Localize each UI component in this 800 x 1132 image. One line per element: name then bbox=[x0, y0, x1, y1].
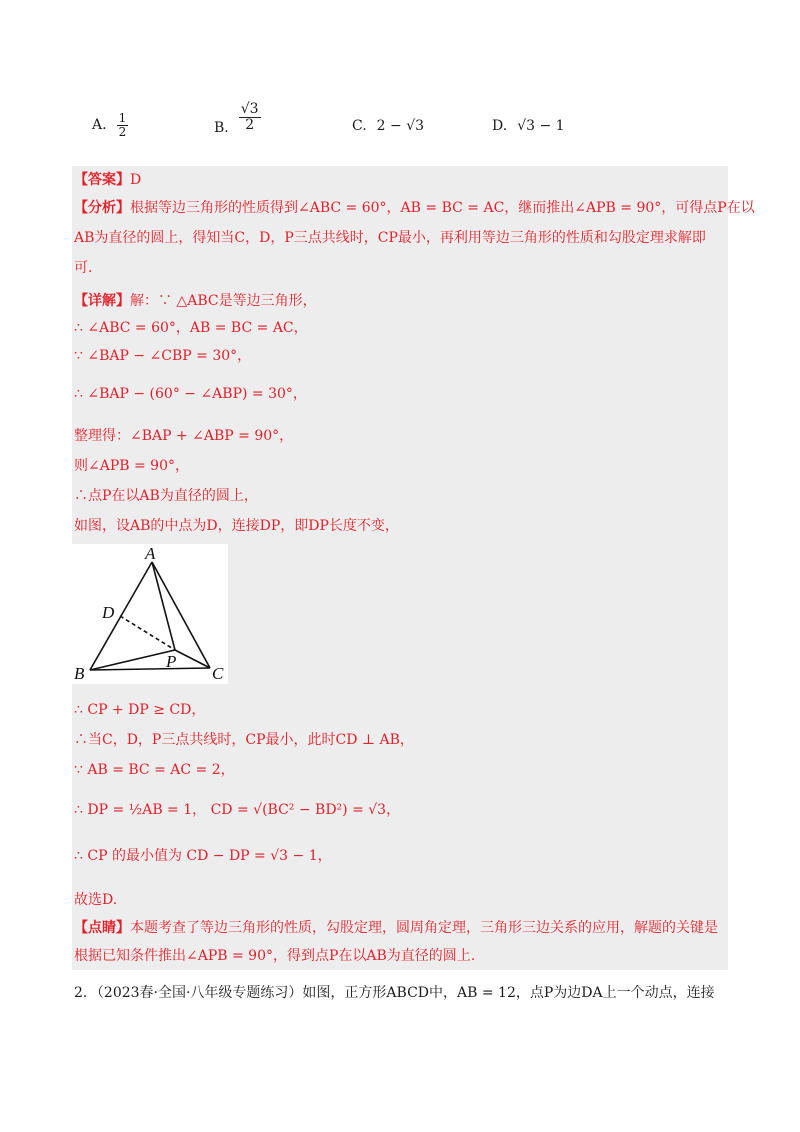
analysis-tag: 【分析】 bbox=[74, 200, 130, 216]
detail-tag: 【详解】 bbox=[74, 293, 130, 309]
option-a-numerator: 1 bbox=[118, 111, 127, 125]
option-c-label: C. bbox=[352, 118, 367, 134]
step-10: ∵ AB = BC = AC = 2， bbox=[74, 762, 235, 778]
detail-intro-line bbox=[74, 291, 317, 311]
comment-tag: 【点睛】 bbox=[74, 920, 130, 936]
analysis-line-2: AB为直径的圆上，得知当C，D，P三点共线时，CP最小，再利用等边三角形的性质和勾股定理求解即 bbox=[74, 230, 706, 246]
option-a bbox=[92, 112, 128, 138]
answer-tag: 【答案】 bbox=[74, 172, 130, 188]
step-7: 如图，设AB的中点为D，连接DP，即DP长度不变， bbox=[74, 518, 399, 534]
step-3: ∴ ∠BAP − (60° − ∠ABP) = 30°， bbox=[74, 386, 307, 402]
vertex-label-a: A bbox=[145, 544, 156, 563]
point-label-p: P bbox=[166, 652, 177, 671]
step-13: 故选D. bbox=[74, 892, 118, 908]
step-5: 则∠APB = 90°， bbox=[74, 458, 189, 474]
step-8: ∴ CP + DP ≥ CD， bbox=[74, 702, 206, 718]
segment-ap bbox=[152, 562, 175, 650]
step-6: ∴点P在以AB为直径的圆上， bbox=[74, 488, 258, 504]
option-c-value: 2 − √3 bbox=[376, 118, 425, 134]
step-1: ∴ ∠ABC = 60°，AB = BC = AC， bbox=[74, 320, 308, 336]
option-b-label: B. bbox=[214, 120, 229, 136]
answer-value: D bbox=[130, 172, 142, 188]
option-d bbox=[492, 118, 565, 134]
analysis-text-1: 根据等边三角形的性质得到∠ABC = 60°，AB = BC = AC，继而推出∠APB = 90°，可得点P在以 bbox=[130, 200, 755, 216]
step-2: ∵ ∠BAP − ∠CBP = 30°， bbox=[74, 348, 252, 364]
comment-line-2: 根据已知条件推出∠APB = 90°，得到点P在以AB为直径的圆上. bbox=[74, 948, 476, 964]
analysis-line-1 bbox=[74, 198, 755, 218]
option-c bbox=[352, 118, 424, 134]
edge-ac bbox=[152, 562, 210, 668]
option-a-fraction bbox=[117, 112, 129, 138]
vertex-label-b: B bbox=[74, 664, 85, 683]
step-12: ∴ CP 的最小值为 CD − DP = √3 − 1， bbox=[74, 848, 332, 864]
option-d-value: √3 − 1 bbox=[517, 118, 565, 134]
option-b bbox=[214, 98, 261, 136]
comment-line-1 bbox=[74, 918, 718, 938]
detail-intro: 解：∵ △ABC是等边三角形， bbox=[130, 293, 317, 309]
comment-text-1: 本题考查了等边三角形的性质，勾股定理，圆周角定理，三角形三边关系的应用，解题的关键是 bbox=[130, 920, 718, 936]
step-9: ∴当C，D，P三点共线时，CP最小，此时CD ⊥ AB， bbox=[74, 732, 414, 748]
option-b-numerator: √3 bbox=[240, 100, 259, 117]
option-b-fraction bbox=[239, 102, 261, 132]
step-11: ∴ DP = ½AB = 1， CD = √(BC² − BD²) = √3， bbox=[74, 802, 401, 818]
triangle-figure bbox=[72, 544, 228, 684]
answer-line bbox=[74, 170, 141, 190]
analysis-line-3: 可. bbox=[74, 260, 93, 276]
option-d-label: D. bbox=[492, 118, 508, 134]
triangle-diagram bbox=[72, 544, 228, 684]
segment-bp bbox=[90, 650, 175, 670]
option-a-denominator: 2 bbox=[118, 124, 127, 139]
edge-bc bbox=[90, 668, 210, 670]
point-label-d: D bbox=[102, 603, 115, 622]
next-question: 2．（2023春·全国·八年级专题练习）如图，正方形ABCD中，AB = 12，点P为边DA上一个动点，连接 bbox=[74, 985, 715, 1001]
option-a-label: A. bbox=[92, 117, 107, 134]
vertex-label-c: C bbox=[212, 664, 224, 683]
option-b-denominator: 2 bbox=[245, 116, 255, 133]
step-4: 整理得：∠BAP + ∠ABP = 90°， bbox=[74, 428, 294, 444]
